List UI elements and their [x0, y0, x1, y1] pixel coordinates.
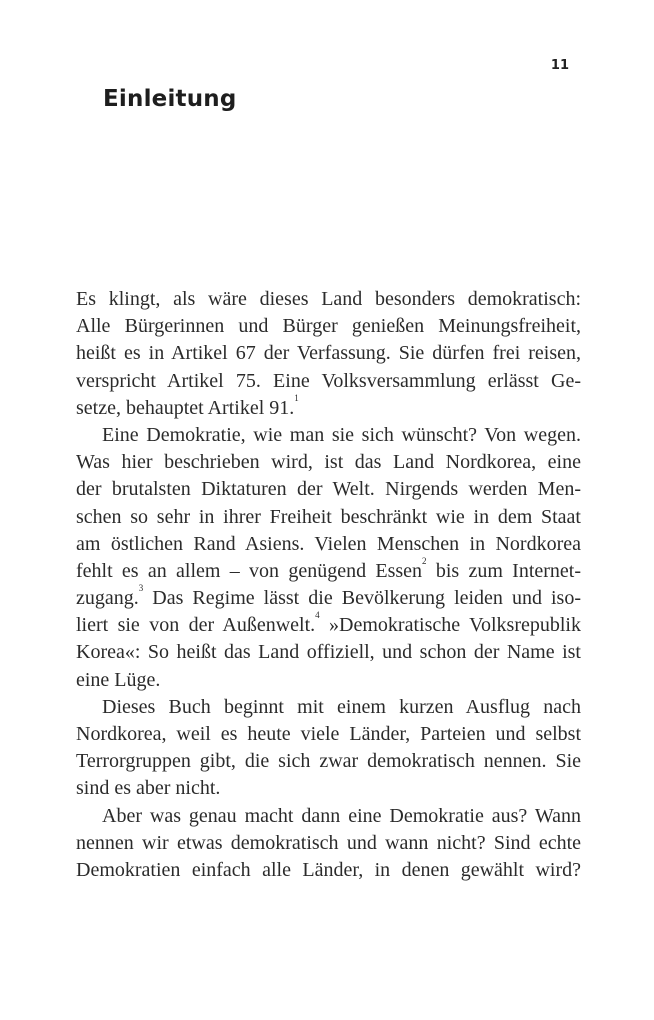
text-line: fehlt es an allem – von genügend Essen$^2$ bis zum Internet- — [76, 555, 582, 582]
paragraph-1 — [76, 286, 581, 422]
text-line: Korea«: So heißt das Land offiziell, und schon der Name ist — [76, 641, 581, 664]
footnote-marker[interactable]: 4 — [315, 610, 320, 621]
paragraph-3 — [76, 694, 581, 803]
text-line: sind es aber nicht. — [76, 777, 221, 800]
text-line: Demokratien einfach alle Länder, in denen gewählt wird? — [76, 858, 581, 881]
text-line: liert sie von der Außenwelt.$^4$ »Demokratische Volksrepublik — [76, 610, 581, 637]
text-line: schen so sehr in ihrer Freiheit beschränkt wie in dem Staat — [76, 505, 581, 528]
text-line: Dieses Buch beginnt mit einem kurzen Ausflug nach — [102, 695, 581, 718]
paragraph-2 — [76, 422, 581, 694]
page-number: 11 — [550, 58, 569, 73]
text-line: am östlichen Rand Asiens. Vielen Menschen in Nordkorea — [76, 532, 581, 555]
chapter-title: Einleitung — [103, 86, 237, 112]
footnote-marker[interactable]: 1 — [294, 392, 299, 403]
footnote-marker[interactable]: 2 — [422, 555, 427, 566]
text-line: setze, behauptet Artikel 91.$^1$ — [76, 392, 299, 419]
footnote-marker[interactable]: 3 — [138, 583, 144, 594]
text-line: Es klingt, als wäre dieses Land besonders demokratisch: — [76, 288, 581, 310]
text-line: zugang.$^3$ Das Regime lässt die Bevölkerung leiden und iso- — [76, 583, 581, 610]
text-line: Eine Demokratie, wie man sie sich wünscht? Von wegen. — [102, 423, 581, 446]
text-line: nennen wir etwas demokratisch und wann nicht? Sind echte — [76, 831, 581, 854]
text-line: Terrorgruppen gibt, die sich zwar demokratisch nennen. Sie — [76, 750, 581, 773]
text-line: heißt es in Artikel 67 der Verfassung. Sie dürfen frei reisen, — [76, 342, 581, 365]
body-text — [76, 286, 581, 884]
text-line: eine Lüge. — [76, 668, 161, 691]
text-line: verspricht Artikel 75. Eine Volksversammlung erlässt Ge- — [76, 369, 581, 392]
text-line: Nordkorea, weil es heute viele Länder, Parteien und selbst — [76, 723, 581, 745]
text-line: Aber was genau macht dann eine Demokratie aus? Wann — [102, 804, 581, 827]
text-line: der brutalsten Diktaturen der Welt. Nirgends werden Men- — [76, 478, 581, 501]
paragraph-4 — [76, 803, 581, 885]
text-line: Alle Bürgerinnen und Bürger genießen Meinungsfreiheit, — [76, 315, 581, 338]
text-line: Was hier beschrieben wird, ist das Land Nordkorea, eine — [76, 451, 581, 474]
